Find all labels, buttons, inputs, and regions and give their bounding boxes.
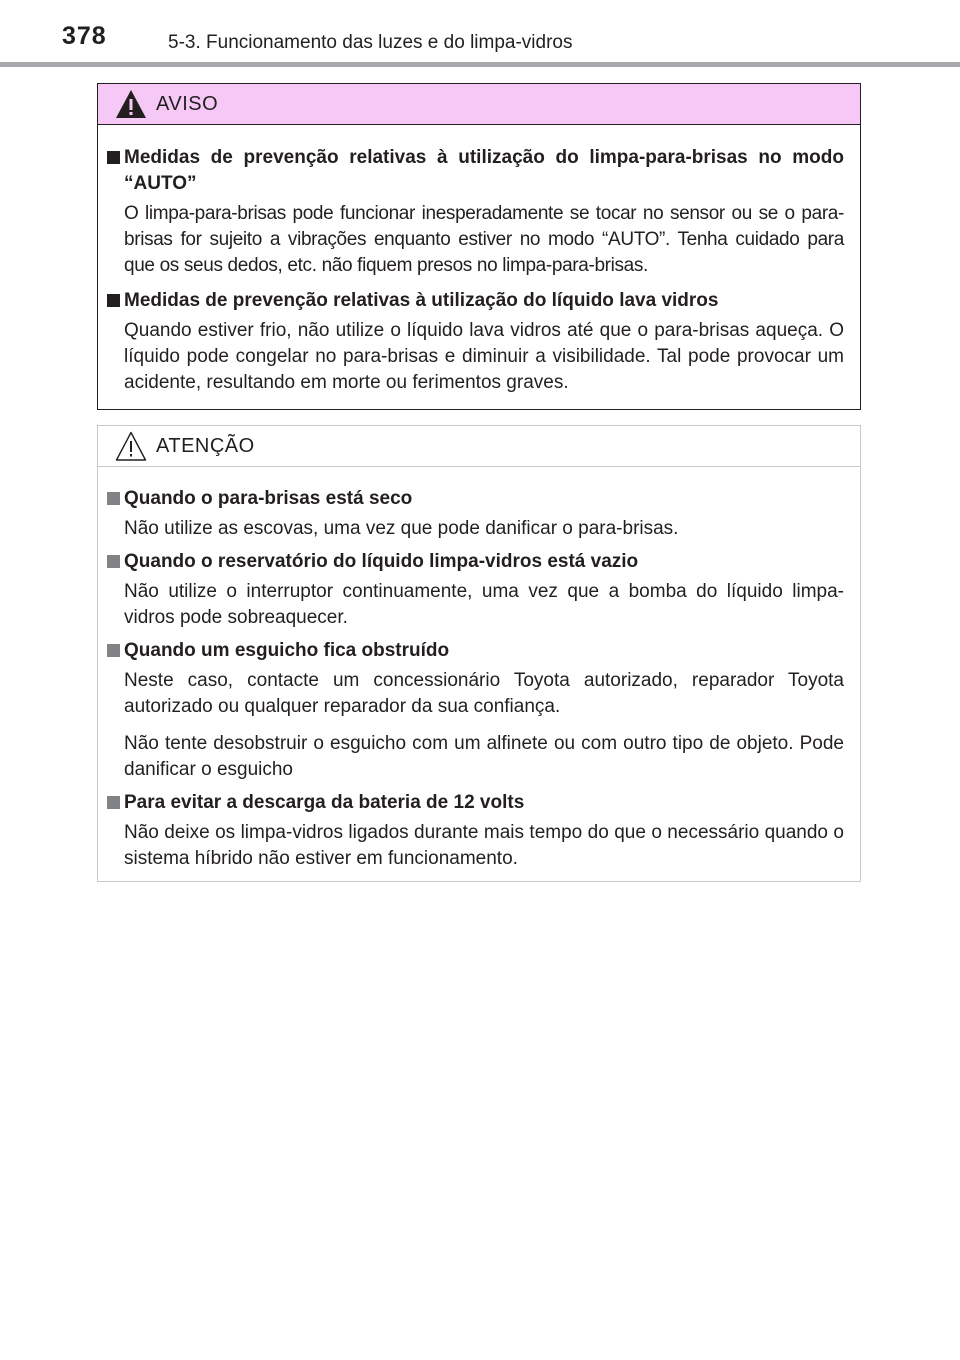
atencao-box <box>97 425 861 882</box>
aviso-item-title <box>107 145 844 197</box>
atencao-item-text: Neste caso, contacte um concessionário Toyota autorizado, reparador Toyota autorizado ou qualquer reparador da sua confiança. <box>124 670 844 717</box>
aviso-item-title <box>107 288 844 314</box>
atencao-item-title <box>107 790 844 816</box>
item-title-text: Quando o para-brisas está seco <box>124 488 413 509</box>
aviso-header <box>98 84 860 125</box>
atencao-body <box>98 467 860 872</box>
atencao-item-title <box>107 486 844 512</box>
atencao-item-text: Não tente desobstruir o esguicho com um alfinete ou com outro tipo de objeto. Pode danificar o esguicho <box>124 733 844 780</box>
header-rule <box>0 62 960 67</box>
atencao-item-title <box>107 549 844 575</box>
atencao-header <box>98 426 860 467</box>
square-bullet-icon <box>107 796 120 809</box>
item-title-text: Quando o reservatório do líquido limpa-vidros está vazio <box>124 551 639 572</box>
item-title-text: Medidas de prevenção relativas à utilização do limpa-para-brisas no modo “AUTO” <box>124 147 844 194</box>
atencao-item-text: Não deixe os limpa-vidros ligados durante mais tempo do que o necessário quando o sistema híbrido não estiver em funcionamento. <box>124 822 844 869</box>
square-bullet-icon <box>107 492 120 505</box>
item-title-text: Para evitar a descarga da bateria de 12 volts <box>124 792 525 813</box>
warning-triangle-outline-icon <box>114 430 148 462</box>
page-number: 378 <box>62 22 107 50</box>
warning-triangle-filled-icon <box>114 88 148 120</box>
square-bullet-icon <box>107 151 120 164</box>
aviso-box <box>97 83 861 410</box>
square-bullet-icon <box>107 644 120 657</box>
atencao-item-text: Não utilize as escovas, uma vez que pode danificar o para-brisas. <box>124 518 679 539</box>
section-title: 5-3. Funcionamento das luzes e do limpa-vidros <box>168 32 573 53</box>
aviso-label: AVISO <box>156 93 219 115</box>
aviso-item-text: Quando estiver frio, não utilize o líquido lava vidros até que o para-brisas aqueça. O líquido pode congelar no para-brisas e diminuir a visibilidade. Tal pode provocar um acidente, resultando em morte ou ferimentos graves. <box>124 320 844 393</box>
aviso-body <box>98 125 860 396</box>
item-title-text: Medidas de prevenção relativas à utilização do líquido lava vidros <box>124 290 719 311</box>
atencao-item-title <box>107 638 844 664</box>
item-title-text: Quando um esguicho fica obstruído <box>124 640 450 661</box>
atencao-item-text: Não utilize o interruptor continuamente, uma vez que a bomba do líquido limpa-vidros pode sobreaquecer. <box>124 581 844 628</box>
aviso-item-text: O limpa-para-brisas pode funcionar inesperadamente se tocar no sensor ou se o para-brisas for sujeito a vibrações enquanto estiver no modo “AUTO”. Tenha cuidado para que os seus dedos, etc. não fiquem presos no limpa-para-brisas. <box>124 203 844 276</box>
square-bullet-icon <box>107 294 120 307</box>
square-bullet-icon <box>107 555 120 568</box>
atencao-label: ATENÇÃO <box>156 435 255 457</box>
